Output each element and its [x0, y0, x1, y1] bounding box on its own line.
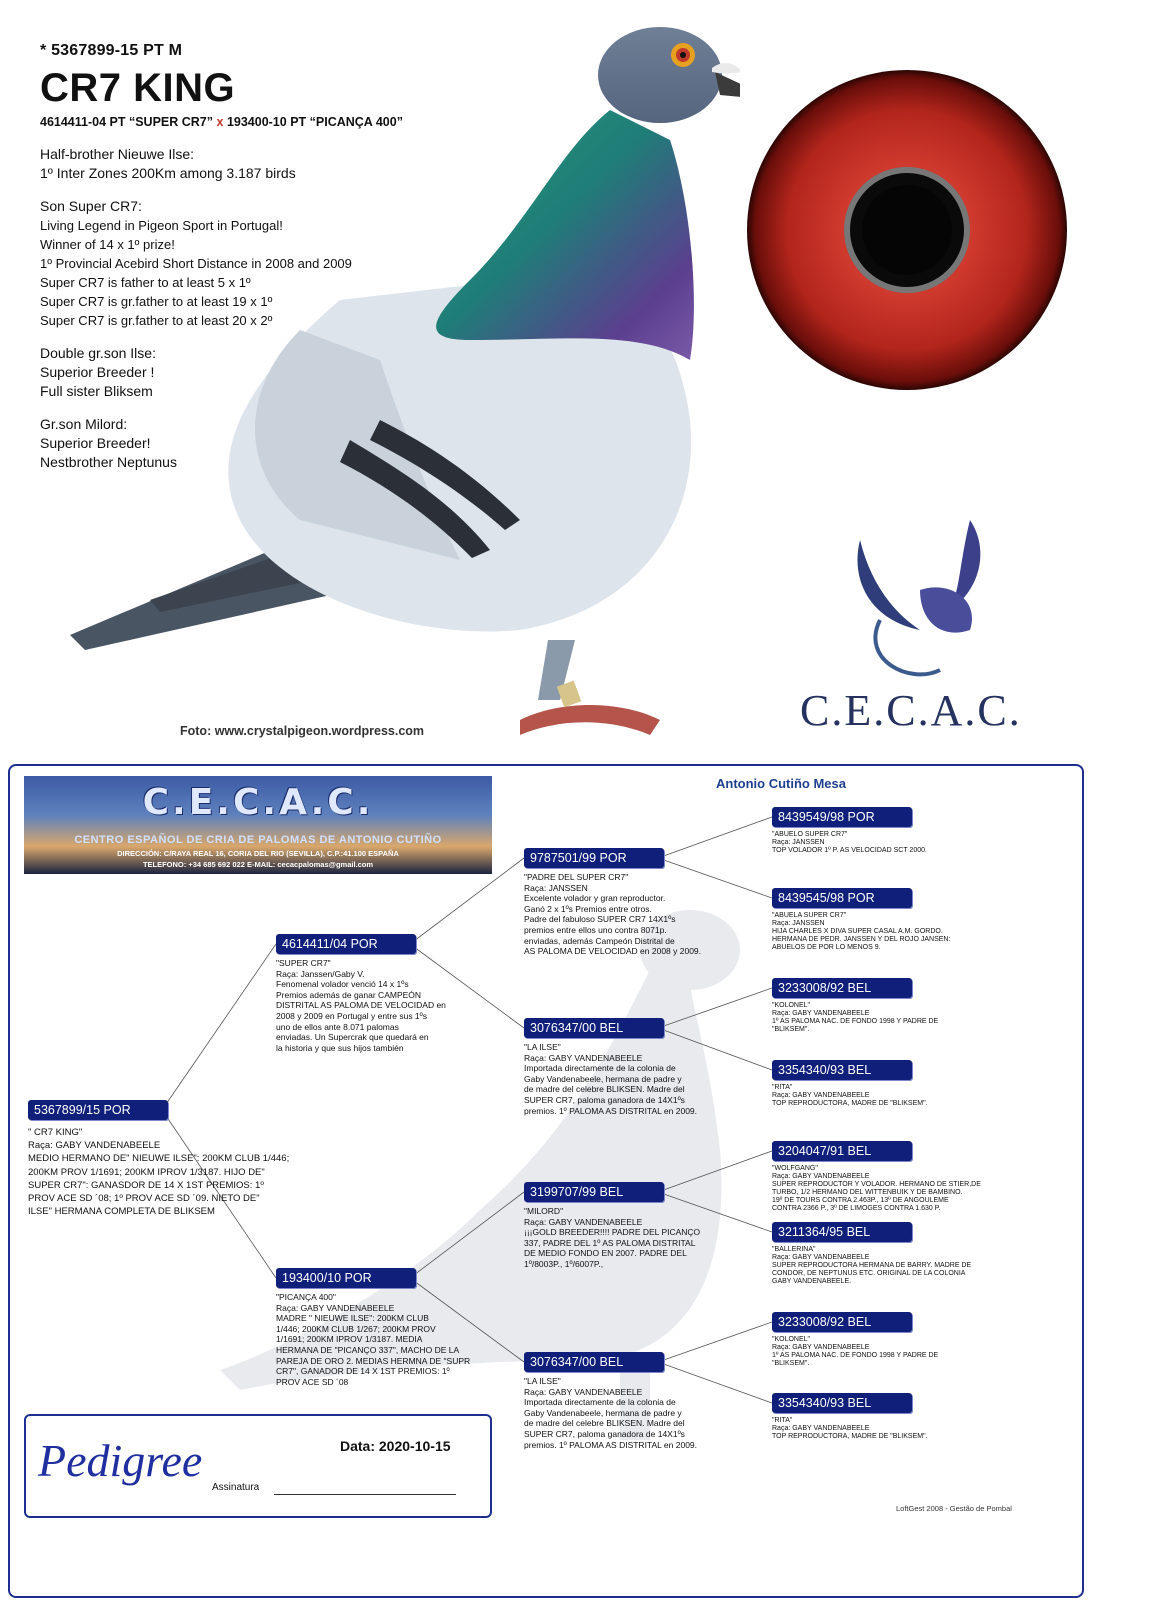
connector-line: [410, 858, 524, 944]
note-line: "BALLERINA": [772, 1246, 816, 1253]
photo-credit: Foto: www.crystalpigeon.wordpress.com: [180, 724, 425, 738]
note-line: Raça: JANSSEN: [524, 882, 588, 893]
note-line: 1º/8003P., 1º/6007P.,: [524, 1258, 604, 1269]
great-grandparent-7-ring-tag: 3354340/93 BEL: [772, 1393, 912, 1413]
banner-title: C.E.C.A.C.: [142, 782, 374, 823]
note-line: AS PALOMA DE VELOCIDAD en 2008 y 2009.: [524, 946, 702, 957]
achievement-line: Full sister Bliksem: [40, 383, 153, 399]
note-line: 1º AS PALOMA NAC. DE FONDO 1998 Y PADRE DE: [772, 1352, 939, 1359]
note-line: Raça: GABY VANDENABEELE: [524, 1052, 643, 1063]
dam-notes: [276, 1292, 496, 1387]
note-line: GABY VANDENABEELE.: [772, 1278, 852, 1285]
achievement-line: Living Legend in Pigeon Sport in Portugal!: [40, 218, 283, 233]
achievement-line: Half-brother Nieuwe Ilse:: [40, 146, 195, 162]
note-line: "LA ILSE": [524, 1376, 561, 1386]
achievement-line: Son Super CR7:: [40, 198, 142, 214]
achievement-line: Double gr.son Ilse:: [40, 345, 156, 361]
achievement-line: Super CR7 is father to at least 5 x 1º: [40, 275, 251, 290]
note-line: "LA ILSE": [524, 1042, 561, 1052]
note-line: 200KM PROV 1/1691; 200KM IPROV 1/3187. HIJO DE": [28, 1166, 265, 1178]
dam-ring-tag: 193400/10 POR: [276, 1268, 416, 1288]
connector-line: [162, 944, 276, 1110]
breeder-name: Antonio Cutiño Mesa: [716, 776, 846, 791]
note-line: la historia y que sus hijos también: [276, 1042, 404, 1053]
connector-line: [658, 988, 772, 1028]
great-grandparent-4-notes: [772, 1165, 1012, 1213]
achievement-line: 1º Inter Zones 200Km among 3.187 birds: [40, 165, 296, 181]
note-line: "RITA": [772, 1417, 793, 1424]
note-line: "SUPER CR7": [276, 958, 331, 968]
note-line: TOP VOLADOR 1º P. AS VELOCIDAD SCT 2000.: [772, 847, 927, 854]
dam-line: 193400-10 PT “PICANÇA 400”: [226, 115, 403, 129]
note-line: "RITA": [772, 1084, 793, 1091]
note-line: "WOLFGANG": [772, 1165, 818, 1172]
note-line: "PICANÇA 400": [276, 1292, 336, 1302]
achievement-line: Superior Breeder !: [40, 364, 155, 380]
achievement-line: Gr.son Milord:: [40, 416, 128, 432]
great-grandparent-1-notes: [772, 912, 1012, 952]
note-line: Ganó 2 x 1ºs Premios entre otros.: [524, 903, 652, 914]
great-grandparent-2-notes: [772, 1002, 1012, 1034]
note-line: 19º DE TOURS CONTRA 2.463P., 13º DE ANGOULEME: [772, 1197, 949, 1204]
great-grandparent-0-notes: [772, 831, 1012, 855]
sire-line: 4614411-04 PT “SUPER CR7”: [40, 115, 214, 129]
note-line: 2008 y 2009 en Portugal y entre sus 1ºs: [276, 1010, 428, 1021]
note-line: PROV ACE SD ´08; 1º PROV ACE SD ´09. NIETO DE": [28, 1193, 260, 1205]
note-line: Raça: Janssen/Gaby V.: [276, 968, 365, 979]
note-line: HERMANA DE "PICANÇO 337", MACHO DE LA: [276, 1344, 460, 1355]
note-line: MEDIO HERMANO DE" NIEUWE ILSE": 200KM CLUB 1/446;: [28, 1153, 290, 1165]
note-line: premios entre ellos uno contra 8071p.: [524, 924, 667, 935]
connector-line: [658, 1322, 772, 1362]
note-line: premios. 1º PALOMA AS DISTRITAL en 2009.: [524, 1439, 698, 1450]
note-line: SUPER REPRODUCTORA HERMANA DE BARRY. MADRE DE: [772, 1262, 972, 1269]
note-line: Raça: GABY VANDENABEELE: [524, 1216, 643, 1227]
grandparent-3-ring-tag: 3076347/00 BEL: [524, 1352, 664, 1372]
note-line: Excelente volador y gran reproductor.: [524, 893, 666, 904]
connector-line: [658, 1151, 772, 1192]
achievement-line: Superior Breeder!: [40, 435, 151, 451]
note-line: TOP REPRODUCTORA, MADRE DE "BLIKSEM".: [772, 1100, 928, 1107]
note-line: HIJA CHARLES X DIVA SUPER CASAL A.M. GORDO.: [772, 928, 943, 935]
note-line: CR7", GANADOR DE 14 X 1ST PREMIOS: 1º: [276, 1366, 450, 1377]
note-line: Raça: GABY VANDENABEELE: [772, 1425, 870, 1432]
note-line: "BLIKSEM".: [772, 1026, 810, 1033]
note-line: Gaby Vandenabeele, hermana de padre y: [524, 1073, 682, 1084]
note-line: "BLIKSEM".: [772, 1360, 810, 1367]
note-line: "KOLONEL": [772, 1002, 811, 1009]
date-label: Data: 2020-10-15: [340, 1438, 451, 1454]
note-line: 337, PADRE DEL 1º AS PALOMA DISTRITAL: [524, 1237, 696, 1248]
note-line: "ABUELA SUPER CR7": [772, 912, 847, 919]
cross-mark: x: [216, 115, 224, 129]
note-line: 1º AS PALOMA NAC. DE FONDO 1998 Y PADRE DE: [772, 1018, 939, 1025]
note-line: uno de ellos ante 8.071 palomas: [276, 1021, 399, 1032]
achievement-line: 1º Provincial Acebird Short Distance in 2008 and 2009: [40, 256, 352, 271]
note-line: "ABUELO SUPER CR7": [772, 831, 848, 838]
note-line: MADRE " NIEUWE ILSE": 200KM CLUB: [276, 1313, 429, 1324]
achievement-line: Super CR7 is gr.father to at least 19 x 1º: [40, 294, 273, 309]
grandparent-3-notes: [524, 1376, 724, 1450]
note-line: SUPER REPRODUCTOR Y VOLADOR. HERMANO DE STIER,DE: [772, 1181, 981, 1188]
banner-subtitle: CENTRO ESPAÑOL DE CRIA DE PALOMAS DE ANTONIO CUTIÑO: [74, 834, 442, 846]
connector-line: [410, 1192, 524, 1278]
great-grandparent-5-notes: [772, 1246, 1012, 1286]
note-line: ABUELOS DE POR LO MENOS 9.: [772, 944, 881, 951]
footer-note: LoftGest 2008 - Gestão de Pombal: [896, 1504, 1012, 1513]
sire-notes: [276, 958, 476, 1053]
grandparent-2-notes: [524, 1206, 724, 1270]
pedigree-script-title: Pedigree: [38, 1435, 203, 1486]
note-line: Gaby Vandenabeele, hermana de padre y: [524, 1407, 682, 1418]
grandparent-0-notes: [524, 872, 724, 957]
great-grandparent-0-ring-tag: 8439549/98 POR: [772, 807, 912, 827]
connector-line: [658, 817, 772, 858]
achievement-line: Super CR7 is gr.father to at least 20 x 2º: [40, 313, 273, 328]
note-line: Raça: JANSSEN: [772, 839, 825, 846]
signature-line: [274, 1494, 456, 1495]
great-grandparent-6-ring-tag: 3233008/92 BEL: [772, 1312, 912, 1332]
great-grandparent-3-notes: [772, 1084, 1012, 1108]
note-line: CONTRA 2366 P., 3º DE LIMOGES CONTRA 1.630 P.: [772, 1205, 941, 1212]
note-line: DISTRITAL AS PALOMA DE VELOCIDAD en: [276, 1000, 446, 1011]
note-line: 1/446; 200KM CLUB 1/267; 200KM PROV: [276, 1323, 436, 1334]
note-line: TURBO, 1/2 HERMANO DEL WITTENBUIK Y DE BAMBINO.: [772, 1189, 963, 1196]
sire-ring-tag: 4614411/04 POR: [276, 934, 416, 954]
signature-label: Assinatura: [212, 1482, 260, 1493]
note-line: "KOLONEL": [772, 1336, 811, 1343]
note-line: Padre del fabuloso SUPER CR7 14X1ºs: [524, 914, 676, 925]
subject-ring-tag: 5367899/15 POR: [28, 1100, 168, 1120]
great-grandparent-5-ring-tag: 3211364/95 BEL: [772, 1222, 912, 1242]
note-line: Raça: GABY VANDENABEELE: [772, 1092, 870, 1099]
note-line: PROV ACE SD ´08: [276, 1376, 349, 1387]
grandparent-1-notes: [524, 1042, 724, 1116]
note-line: ¡¡¡GOLD BREEDER!!!! PADRE DEL PICANÇO: [524, 1227, 701, 1238]
grandparent-1-ring-tag: 3076347/00 BEL: [524, 1018, 664, 1038]
banner-address: DIRECCIÓN: C/RAYA REAL 16, CORIA DEL RIO (SEVILLA), C.P.:41.100 ESPAÑA: [117, 849, 399, 858]
note-line: " CR7 KING": [28, 1127, 83, 1138]
grandparent-2-ring-tag: 3199707/99 BEL: [524, 1182, 664, 1202]
great-grandparent-2-ring-tag: 3233008/92 BEL: [772, 978, 912, 998]
note-line: premios. 1º PALOMA AS DISTRITAL en 2009.: [524, 1105, 698, 1116]
note-line: Fenomenal volador venció 14 x 1ºs: [276, 979, 409, 990]
note-line: enviadas. Un Supercrak que quedará en: [276, 1032, 429, 1043]
great-grandparent-3-ring-tag: 3354340/93 BEL: [772, 1060, 912, 1080]
note-line: Raça: GABY VANDENABEELE: [772, 1344, 870, 1351]
note-line: Raça: GABY VANDENABEELE: [524, 1386, 643, 1397]
note-line: TOP REPRODUCTORA, MADRE DE "BLIKSEM".: [772, 1433, 928, 1440]
note-line: Raça: GABY VANDENABEELE: [772, 1010, 870, 1017]
note-line: Raça: GABY VANDENABEELE: [28, 1140, 161, 1152]
grandparent-0-ring-tag: 9787501/99 POR: [524, 848, 664, 868]
note-line: SUPER CR7": GANASDOR DE 14 X 1ST PREMIOS: 1º: [28, 1179, 264, 1191]
great-grandparent-7-notes: [772, 1417, 1012, 1441]
note-line: de madre del celebre BLIKSEN. Madre del: [524, 1418, 685, 1429]
note-line: HERMANA DE PEDR. JANSSEN Y DEL ROJO JANSEN:: [772, 936, 951, 943]
note-line: PAREJA DE ORO 2. MEDIAS HERMNA DE "SUPR: [276, 1355, 471, 1366]
achievement-line: Winner of 14 x 1º prize!: [40, 237, 175, 252]
great-grandparent-4-ring-tag: 3204047/91 BEL: [772, 1141, 912, 1161]
banner-contact: TELEFONO: +34 685 692 022 E-MAIL: cecacpalomas@gmail.com: [142, 860, 374, 869]
note-line: Importada directamente de la colonia de: [524, 1063, 676, 1074]
note-line: Importada directamente de la colonia de: [524, 1397, 676, 1408]
note-line: Raça: JANSSEN: [772, 920, 825, 927]
great-grandparent-1-ring-tag: 8439545/98 POR: [772, 888, 912, 908]
note-line: de madre del celebre BLIKSEN. Madre del: [524, 1084, 685, 1095]
bird-name: CR7 KING: [40, 66, 236, 110]
note-line: DE MEDIO FONDO EN 2007. PADRE DEL: [524, 1248, 687, 1259]
note-line: "MILORD": [524, 1206, 564, 1216]
note-line: Raça: GABY VANDENABEELE: [276, 1302, 395, 1313]
note-line: SUPER CR7, paloma ganadora de 14X1ºs: [524, 1428, 685, 1439]
note-line: "PADRE DEL SUPER CR7": [524, 872, 629, 882]
note-line: Raça: GABY VANDENABEELE: [772, 1173, 870, 1180]
note-line: 1/1691; 200KM IPROV 1/3187. MEDIA: [276, 1334, 423, 1345]
great-grandparent-6-notes: [772, 1336, 1012, 1368]
note-line: CONDOR, DE NEPTUNUS ETC. ORIGINAL DE LA COLONIA: [772, 1270, 966, 1277]
note-line: SUPER CR7, paloma ganadora de 14X1ºs: [524, 1094, 685, 1105]
note-line: ILSE" HERMANA COMPLETA DE BLIKSEM: [28, 1206, 215, 1218]
achievement-line: Nestbrother Neptunus: [40, 454, 177, 470]
note-line: Premios además de ganar CAMPEÓN: [276, 989, 422, 1000]
subject-notes: [28, 1126, 328, 1218]
ring-number: * 5367899-15 PT M: [40, 42, 183, 59]
cecac-logo-text: C.E.C.A.C.: [800, 686, 1022, 735]
note-line: enviadas, además Campeón Distrital de: [524, 935, 675, 946]
note-line: Raça: GABY VANDENABEELE: [772, 1254, 870, 1261]
